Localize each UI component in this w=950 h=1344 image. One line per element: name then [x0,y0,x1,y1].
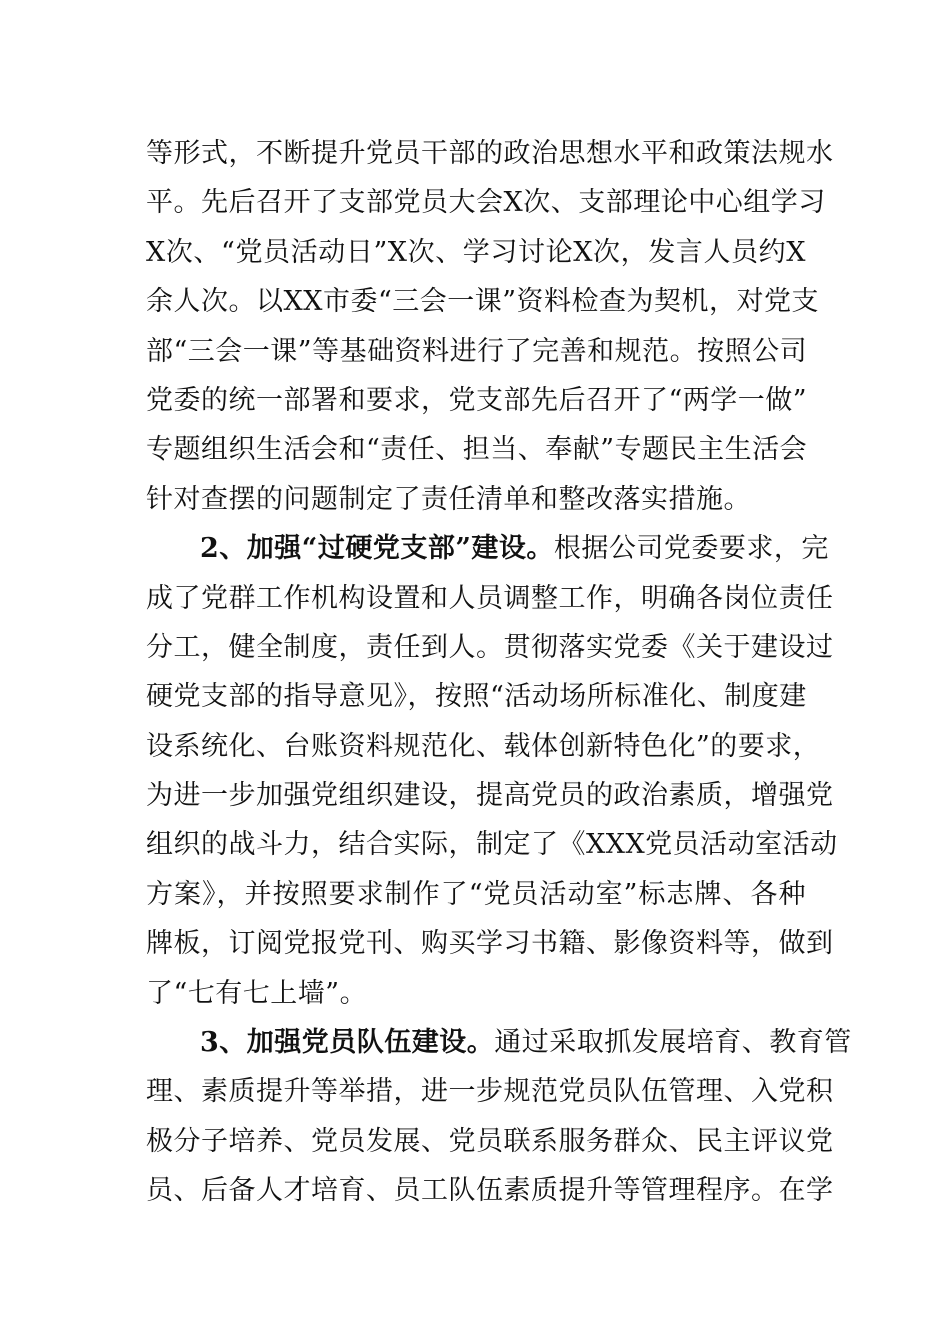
paragraph-line: 理、素质提升等举措，进一步规范党员队伍管理、入党积 [146,1076,834,1108]
paragraph-line: 等形式，不断提升党员干部的政治思想水平和政策法规水 [146,138,834,169]
paragraph-line: 员、后备人才培育、员工队伍素质提升等管理程序。在学 [146,1175,834,1207]
paragraph-line: 党委的统一部署和要求，党支部先后召开了“两学一做” [146,384,808,416]
paragraph-line: 了“七有七上墙”。 [146,977,368,1009]
paragraph-line: 组织的战斗力，结合实际，制定了《XXX党员活动室活动 [146,829,838,861]
paragraph-line: 极分子培养、党员发展、党员联系服务群众、民主评议党 [146,1125,834,1157]
section-3-heading: 3、加强党员队伍建设。 [200,1027,495,1059]
paragraph-line: X次、“党员活动日”X次、学习讨论X次，发言人员约X [146,236,806,268]
paragraph-line: 硬党支部的指导意见》，按照“活动场所标准化、制度建 [146,681,807,713]
paragraph-line: 设系统化、台账资料规范化、载体创新特色化”的要求， [146,730,821,762]
paragraph-line: 为进一步加强党组织建设，提高党员的政治素质，增强党 [146,780,834,812]
paragraph-line: 部“三会一课”等基础资料进行了完善和规范。按照公司 [146,335,808,367]
paragraph-line: 平。先后召开了支部党员大会X次、支部理论中心组学习 [146,187,826,219]
section-2-heading: 2、加强“过硬党支部”建设。 [200,533,554,565]
paragraph-line: 针对查摆的问题制定了责任清单和整改落实措施。 [146,483,751,515]
paragraph-line: 方案》，并按照要求制作了“党员活动室”标志牌、各种 [146,878,806,910]
section-2-first-line [146,524,829,573]
paragraph-line: 余人次。以XX市委“三会一课”资料检查为契机，对党支 [146,286,820,318]
paragraph-line: 专题组织生活会和“责任、担当、奉献”专题民主生活会 [146,434,808,466]
section-3-text: 通过采取抓发展培育、教育管 [494,1027,852,1059]
section-3-first-line [146,1018,852,1067]
paragraph-line: 成了党群工作机构设置和人员调整工作，明确各岗位责任 [146,582,834,614]
paragraph-line: 牌板，订阅党报党刊、购买学习书籍、影像资料等，做到 [146,928,834,960]
document-body [146,129,852,1216]
section-2-text: 根据公司党委要求，完 [553,533,829,565]
paragraph-line: 分工，健全制度，责任到人。贯彻落实党委《关于建设过 [146,631,834,663]
